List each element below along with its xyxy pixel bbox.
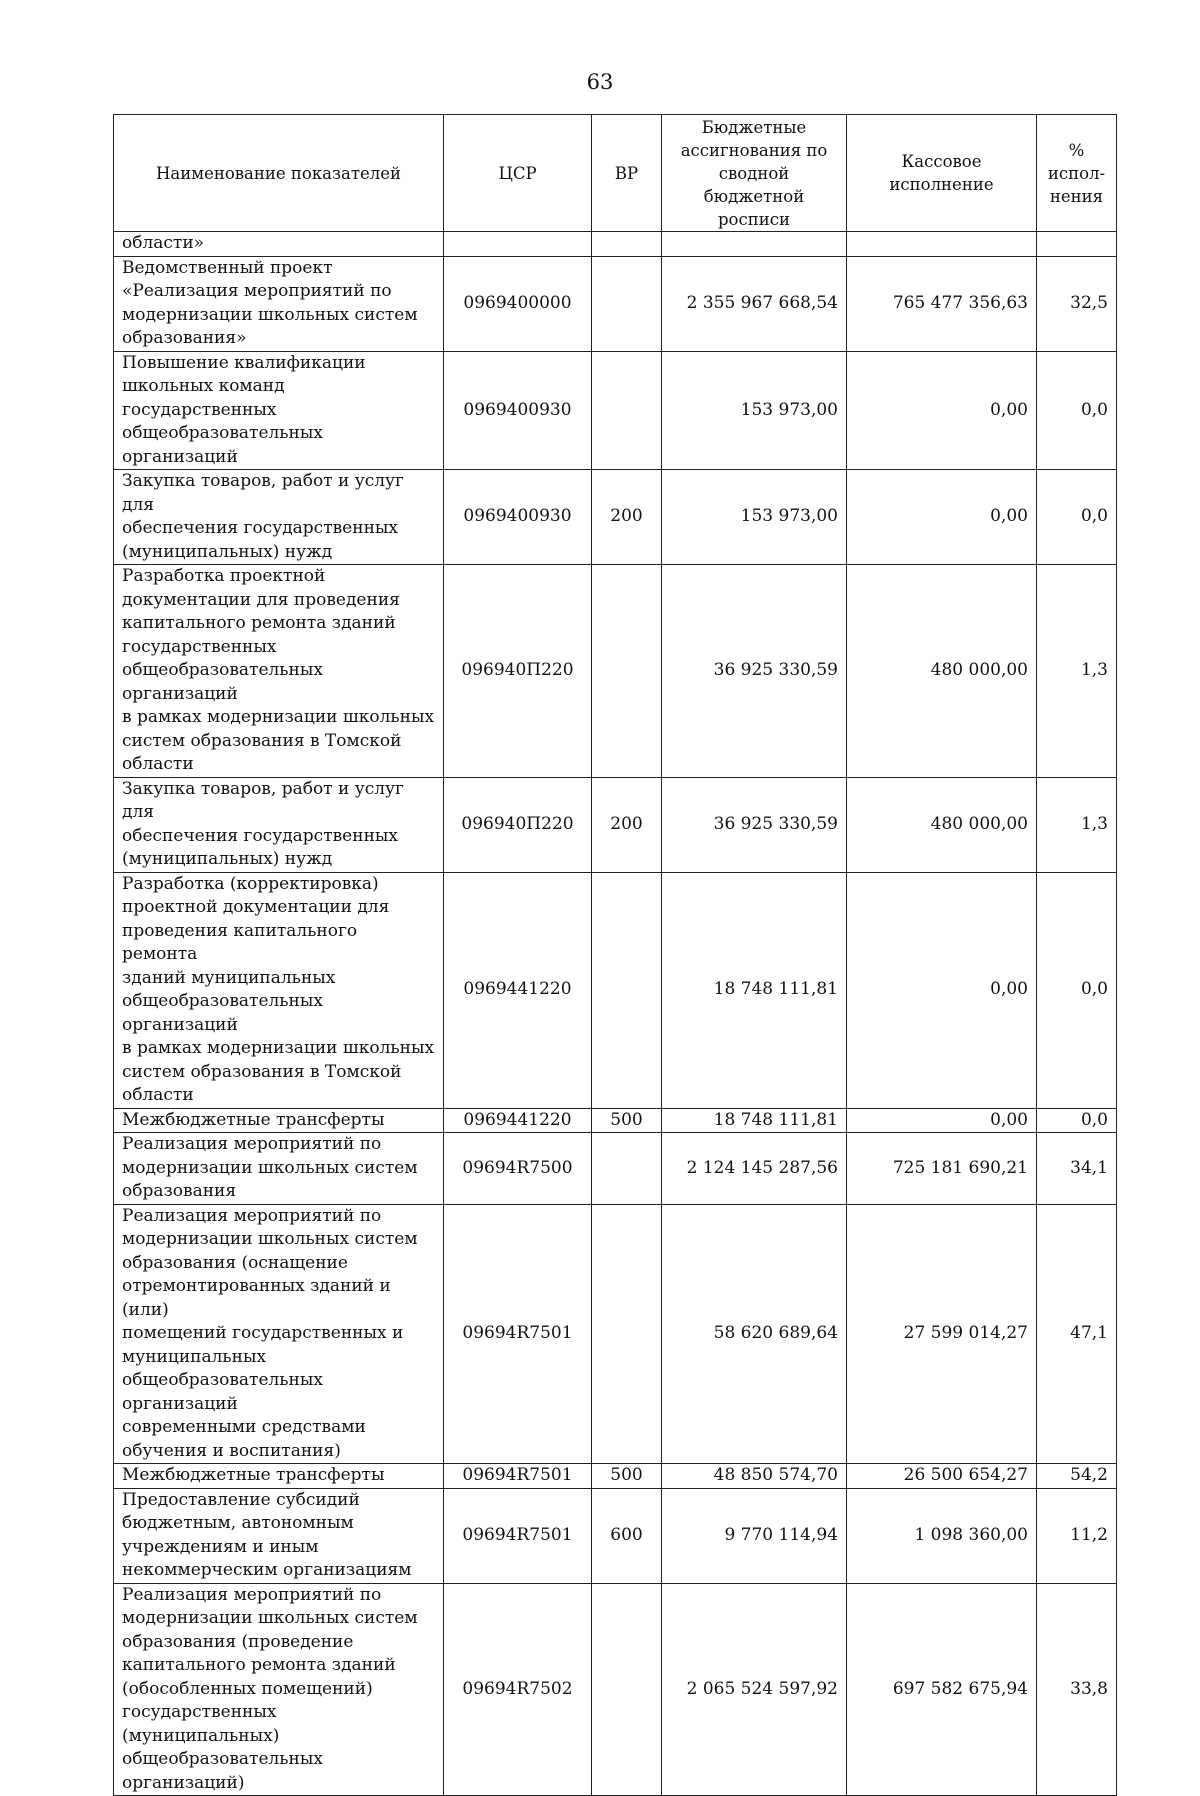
cell-pct: 33,8 (1037, 1583, 1117, 1796)
cell-csr: 09694R7502 (444, 1583, 592, 1796)
header-row (114, 115, 1117, 232)
table-row (114, 232, 1117, 257)
cell-vr: 500 (592, 1108, 662, 1133)
cell-name: Разработка (корректировка) проектной документации для проведения капитального ремонта зданий муниципальных общеобразовательных организаций в рамках модернизации школьных систем образования в Томской области (114, 872, 444, 1108)
cell-cash: 0,00 (847, 1108, 1037, 1133)
cell-budget: 58 620 689,64 (662, 1204, 847, 1464)
cell-name: Закупка товаров, работ и услуг для обеспечения государственных (муниципальных) нужд (114, 470, 444, 565)
cell-csr: 09694R7501 (444, 1204, 592, 1464)
cell-cash: 725 181 690,21 (847, 1133, 1037, 1205)
cell-csr: 0969441220 (444, 872, 592, 1108)
cell-name: Ведомственный проект «Реализация мероприятий по модернизации школьных систем образования» (114, 256, 444, 351)
table-row (114, 565, 1117, 778)
cell-budget: 2 355 967 668,54 (662, 256, 847, 351)
table-row (114, 1464, 1117, 1489)
cell-name: Закупка товаров, работ и услуг для обеспечения государственных (муниципальных) нужд (114, 777, 444, 872)
cell-cash: 0,00 (847, 872, 1037, 1108)
cell-pct: 0,0 (1037, 872, 1117, 1108)
table-row (114, 256, 1117, 351)
table-body (114, 232, 1117, 1796)
cell-csr: 09694R7501 (444, 1488, 592, 1583)
cell-cash (847, 232, 1037, 257)
cell-cash: 0,00 (847, 351, 1037, 470)
table-row (114, 777, 1117, 872)
header-vr: ВР (592, 115, 662, 232)
cell-pct: 47,1 (1037, 1204, 1117, 1464)
header-pct: % испол- нения (1037, 115, 1117, 232)
table-row (114, 1108, 1117, 1133)
cell-vr (592, 232, 662, 257)
cell-name: Реализация мероприятий по модернизации школьных систем образования (114, 1133, 444, 1205)
header-cash: Кассовое исполнение (847, 115, 1037, 232)
table-row (114, 1204, 1117, 1464)
table-row (114, 872, 1117, 1108)
cell-name: Межбюджетные трансферты (114, 1464, 444, 1489)
cell-csr: 09694R7500 (444, 1133, 592, 1205)
cell-cash: 1 098 360,00 (847, 1488, 1037, 1583)
cell-pct: 1,3 (1037, 777, 1117, 872)
cell-csr: 0969400930 (444, 470, 592, 565)
cell-budget (662, 232, 847, 257)
cell-vr (592, 1583, 662, 1796)
cell-vr: 600 (592, 1488, 662, 1583)
cell-pct: 0,0 (1037, 351, 1117, 470)
cell-csr: 096940П220 (444, 777, 592, 872)
cell-budget: 36 925 330,59 (662, 565, 847, 778)
cell-vr: 200 (592, 777, 662, 872)
table-row (114, 1133, 1117, 1205)
table-row (114, 351, 1117, 470)
cell-csr (444, 232, 592, 257)
cell-name: Повышение квалификации школьных команд государственных общеобразовательных организаций (114, 351, 444, 470)
cell-name: области» (114, 232, 444, 257)
cell-vr (592, 256, 662, 351)
cell-vr (592, 351, 662, 470)
cell-budget: 18 748 111,81 (662, 1108, 847, 1133)
cell-cash: 27 599 014,27 (847, 1204, 1037, 1464)
cell-pct: 1,3 (1037, 565, 1117, 778)
cell-vr (592, 565, 662, 778)
header-name: Наименование показателей (114, 115, 444, 232)
cell-vr: 500 (592, 1464, 662, 1489)
cell-pct (1037, 232, 1117, 257)
cell-csr: 0969400930 (444, 351, 592, 470)
cell-cash: 765 477 356,63 (847, 256, 1037, 351)
cell-pct: 0,0 (1037, 1108, 1117, 1133)
cell-vr: 200 (592, 470, 662, 565)
cell-csr: 09694R7501 (444, 1464, 592, 1489)
cell-cash: 480 000,00 (847, 777, 1037, 872)
cell-budget: 2 065 524 597,92 (662, 1583, 847, 1796)
cell-cash: 0,00 (847, 470, 1037, 565)
cell-csr: 096940П220 (444, 565, 592, 778)
cell-cash: 26 500 654,27 (847, 1464, 1037, 1489)
cell-pct: 34,1 (1037, 1133, 1117, 1205)
page-number: 63 (586, 70, 614, 94)
cell-cash: 697 582 675,94 (847, 1583, 1037, 1796)
cell-budget: 2 124 145 287,56 (662, 1133, 847, 1205)
cell-pct: 0,0 (1037, 470, 1117, 565)
cell-pct: 32,5 (1037, 256, 1117, 351)
cell-name: Предоставление субсидий бюджетным, автономным учреждениям и иным некоммерческим организациям (114, 1488, 444, 1583)
cell-budget: 153 973,00 (662, 351, 847, 470)
cell-budget: 9 770 114,94 (662, 1488, 847, 1583)
cell-budget: 36 925 330,59 (662, 777, 847, 872)
cell-budget: 48 850 574,70 (662, 1464, 847, 1489)
cell-vr (592, 1133, 662, 1205)
header-csr: ЦСР (444, 115, 592, 232)
table-row (114, 1488, 1117, 1583)
cell-name: Разработка проектной документации для проведения капитального ремонта зданий государственных общеобразовательных организаций в рамках модернизации школьных систем образования в Томской области (114, 565, 444, 778)
cell-csr: 0969400000 (444, 256, 592, 351)
cell-csr: 0969441220 (444, 1108, 592, 1133)
cell-pct: 54,2 (1037, 1464, 1117, 1489)
header-budget: Бюджетные ассигнования по сводной бюджетной росписи (662, 115, 847, 232)
table-row (114, 470, 1117, 565)
budget-table (113, 114, 1117, 1796)
cell-budget: 18 748 111,81 (662, 872, 847, 1108)
cell-cash: 480 000,00 (847, 565, 1037, 778)
cell-budget: 153 973,00 (662, 470, 847, 565)
cell-vr (592, 1204, 662, 1464)
cell-name: Реализация мероприятий по модернизации школьных систем образования (проведение капитального ремонта зданий (обособленных помещений) государственных (муниципальных) общеобразовательных организаций) (114, 1583, 444, 1796)
table-header (114, 115, 1117, 232)
table-row (114, 1583, 1117, 1796)
cell-name: Реализация мероприятий по модернизации школьных систем образования (оснащение отремонтированных зданий и (или) помещений государственных и муниципальных общеобразовательных организаций современными средствами обучения и воспитания) (114, 1204, 444, 1464)
cell-vr (592, 872, 662, 1108)
cell-name: Межбюджетные трансферты (114, 1108, 444, 1133)
cell-pct: 11,2 (1037, 1488, 1117, 1583)
